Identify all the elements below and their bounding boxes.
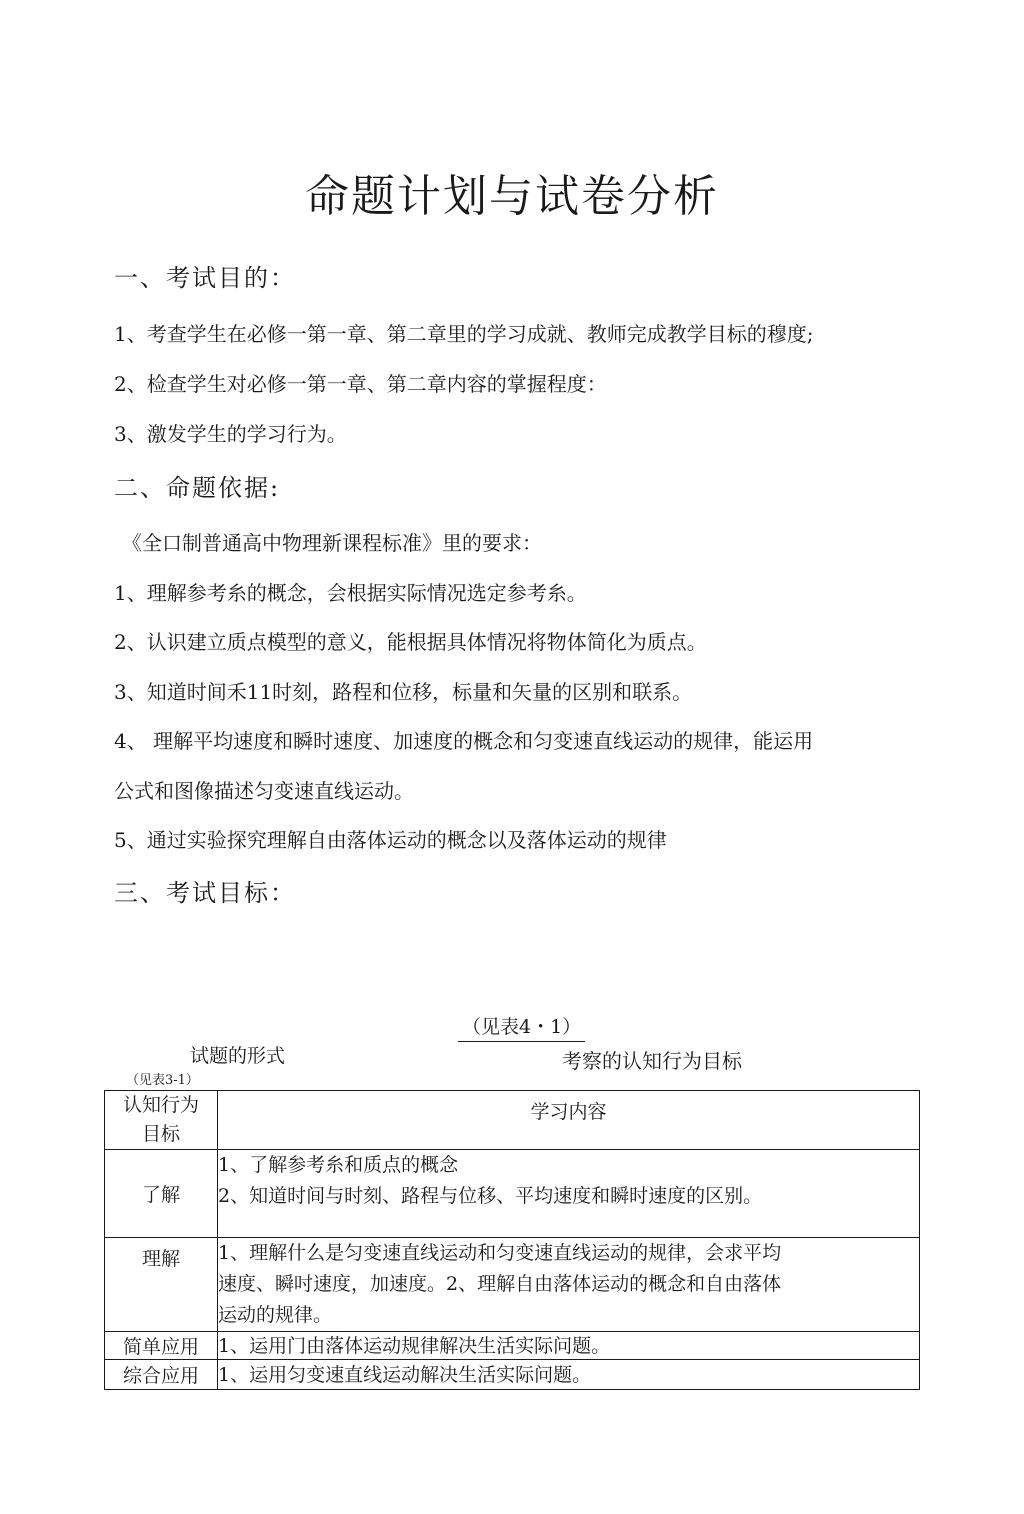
objectives-table — [104, 1090, 920, 1390]
header-cognitive-goal — [105, 1091, 218, 1150]
section-heading-purpose: 一、考试目的： — [114, 264, 296, 292]
content-line: 1、了解参考糸和质点的概念 — [218, 1154, 459, 1176]
content-cell — [218, 1332, 920, 1360]
section-heading-basis: 二、命题依据: — [114, 474, 281, 502]
table-row — [105, 1150, 920, 1238]
table-header-row — [105, 1091, 920, 1150]
content-cell — [218, 1238, 920, 1332]
basis-item-3: 3、知道时间禾11时刻，路程和位移，标量和矢量的区别和联系。 — [114, 680, 693, 704]
content-cell — [218, 1150, 920, 1238]
basis-item-4-continued: 公式和图像描述匀变速直线运动。 — [114, 779, 414, 803]
table-row — [105, 1360, 920, 1390]
table-row — [105, 1238, 920, 1332]
content-cell — [218, 1360, 920, 1390]
content-line: 速度、瞬吋速度，加速度。2、理解自由落体运动的概念和自由落体 — [218, 1273, 782, 1295]
content-line: 运动的规律。 — [218, 1304, 333, 1326]
header-cognitive-goal-line2: 目标 — [141, 1123, 180, 1145]
purpose-item-2: 2、检查学生对必修一第一章、第二章内容的掌握程度： — [114, 372, 607, 396]
header-cognitive-goal-line1: 认知行为 — [122, 1094, 199, 1116]
table-caption-goal: 考察的认知行为目标 — [562, 1049, 742, 1073]
basis-item-2: 2、认识建立质点模型的意义，能根据具体情况将物体简化为质点。 — [114, 630, 707, 654]
basis-item-1: 1、理解参考糸的概念，会根据实际情况选定参考糸。 — [114, 581, 587, 605]
content-line: 2、知道时间与时刻、路程与位移、平均速度和瞬时速度的区别。 — [218, 1185, 763, 1207]
level-understand-basic: 了解 — [105, 1150, 218, 1238]
table-caption-main: （见表4・1） — [458, 1012, 585, 1042]
level-comprehensive-application: 综合应用 — [105, 1360, 218, 1390]
basis-intro: 《全口制普通高中物理新课程标准》里的要求： — [122, 531, 542, 555]
content-line: 1、运用匀变速直线运动解决生活实际问题。 — [218, 1363, 592, 1386]
header-learning-content: 学习内容 — [218, 1091, 920, 1150]
content-line: 1、理解什么是匀变速直线运动和匀变速直线运动的规律，会求平均 — [218, 1242, 782, 1264]
section-heading-objectives: 三、考试目标： — [114, 879, 296, 907]
basis-item-5: 5、通过实验探究理解自由落体运动的概念以及落体运动的规律 — [114, 828, 667, 852]
level-simple-application: 简单应用 — [105, 1332, 218, 1360]
table-caption-ref: （见表3-1） — [126, 1073, 199, 1088]
content-line: 1、运用门由落体运动规律解决生活实际问题。 — [218, 1334, 611, 1357]
table-caption-form: 试题的形式 — [190, 1045, 286, 1067]
basis-item-4: 4、 理解平均速度和瞬时速度、加速度的概念和匀变速直线运动的规律，能运用 — [114, 729, 814, 753]
purpose-item-1: 1、考查学生在必修一第一章、第二章里的学习成就、教师完成教学目标的穆度; — [114, 322, 814, 346]
level-comprehend: 理解 — [105, 1238, 218, 1332]
table-row — [105, 1332, 920, 1360]
document-title: 命题计划与试卷分析 — [305, 171, 719, 222]
purpose-item-3: 3、激发学生的学习行为。 — [114, 422, 347, 446]
